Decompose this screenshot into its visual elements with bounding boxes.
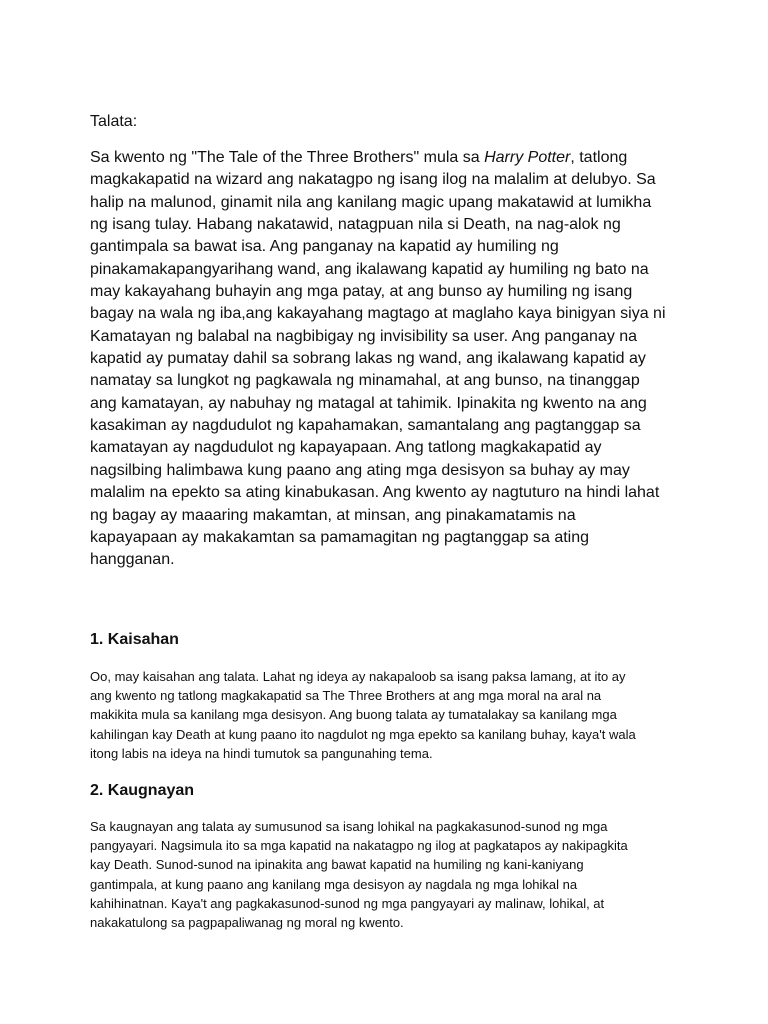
section-line: kay Death. Sunod-sunod na ipinakita ang bawat kapatid na humiling ng kani-kaniyang	[90, 857, 584, 873]
paragraph-line: bagay na wala ng iba,ang kakayahang magtago at maglaho kaya binigyan siya ni	[90, 305, 666, 323]
section-heading-kaisahan: 1. Kaisahan	[90, 631, 179, 648]
paragraph-line: hangganan.	[90, 551, 175, 569]
section-line: Oo, may kaisahan ang talata. Lahat ng ideya ay nakapaloob sa isang paksa lamang, at ito ay	[90, 669, 626, 684]
section-paragraph-kaugnayan	[90, 817, 710, 932]
paragraph-line: ang kamatayan, ay nabuhay ng matagal at tahimik. Ipinakita ng kwento na ang	[90, 394, 647, 412]
section-line: nakakatulong sa pagpapaliwanag ng moral ng kwento.	[90, 915, 404, 931]
section-line: pangyayari. Nagsimula ito sa mga kapatid na nakatagpo ng ilog at pagkatapos ay nakipagkita	[90, 838, 628, 854]
talata-label: Talata:	[90, 113, 138, 130]
paragraph-line: kamatayan ay nagdudulot ng kapayapaan. Ang tatlong magkakapatid ay	[90, 439, 602, 457]
section-heading-kaugnayan: 2. Kaugnayan	[90, 782, 195, 799]
paragraph-line: gantimpala sa bawat isa. Ang panganay na kapatid ay humiling ng	[90, 238, 559, 256]
section-line: makikita mula sa kanilang mga desisyon. Ang buong talata ay tumatalakay sa kanilang mga	[90, 707, 617, 723]
main-paragraph	[90, 147, 690, 572]
paragraph-line: magkakapatid na wizard ang nakatagpo ng isang ilog na malalim at delubyo. Sa	[90, 171, 656, 189]
section-line: kahihinatnan. Kaya't ang pagkakasunod-sunod ng mga pangyayari ay malinaw, lohikal, at	[90, 895, 605, 911]
paragraph-line: halip na malunod, ginamit nila ang kanilang magic upang makatawid at lumikha	[90, 193, 652, 211]
section-line: itong labis na ideya na hindi tumutok sa pangunahing tema.	[90, 745, 433, 761]
paragraph-line: ng bagay ay maaaring makamtan, at minsan, ang pinakamatamis na	[90, 506, 576, 524]
section-line: Sa kaugnayan ang talata ay sumusunod sa isang lohikal na pagkakasunod-sunod ng mga	[90, 819, 608, 834]
section-line: ang kwento ng tatlong magkakapatid sa The Three Brothers at ang mga moral na aral na	[90, 688, 602, 704]
paragraph-line	[90, 147, 690, 169]
paragraph-line: ng isang tulay. Habang nakatawid, natagpuan nila si Death, na nag-alok ng	[90, 216, 621, 234]
paragraph-line: kapayapaan ay makakamtan sa pamamagitan ng pagtanggap sa ating	[90, 528, 590, 546]
section-line: kahilingan kay Death at kung paano ito nagdulot ng mga epekto sa kanilang buhay, kaya't wala	[90, 726, 636, 742]
paragraph-line: malalim na epekto sa ating kinabukasan. Ang kwento ay nagtuturo na hindi lahat	[90, 484, 660, 502]
paragraph-line: namatay sa lungkot ng pagkawala ng minamahal, at ang bunso, na tinanggap	[90, 372, 640, 390]
paragraph-line: nagsilbing halimbawa kung paano ang ating mga desisyon sa buhay ay may	[90, 461, 630, 479]
paragraph-line: kapatid ay pumatay dahil sa sobrang lakas ng wand, ang ikalawang kapatid ay	[90, 350, 646, 368]
paragraph-line: Kamatayan ng balabal na nagbibigay ng invisibility sa user. Ang panganay na	[90, 327, 638, 345]
paragraph-line1-rest: , tatlong	[570, 149, 628, 166]
section-line: gantimpala, at kung paano ang kanilang mga desisyon ay nagdala ng mga lohikal na	[90, 876, 578, 892]
book-title-italic: Harry Potter	[484, 149, 571, 166]
paragraph-line: may kakayahang buhayin ang mga patay, at ang bunso ay humiling ng isang	[90, 283, 633, 301]
paragraph-intro: Sa kwento ng "The Tale of the Three Brothers" mula sa	[90, 149, 485, 166]
paragraph-line: kasakiman ay nagdudulot ng kapahamakan, samantalang ang pagtanggap sa	[90, 417, 641, 435]
section-paragraph-kaisahan	[90, 667, 710, 763]
paragraph-line: pinakamakapangyarihang wand, ang ikalawang kapatid ay humiling ng bato na	[90, 260, 649, 278]
